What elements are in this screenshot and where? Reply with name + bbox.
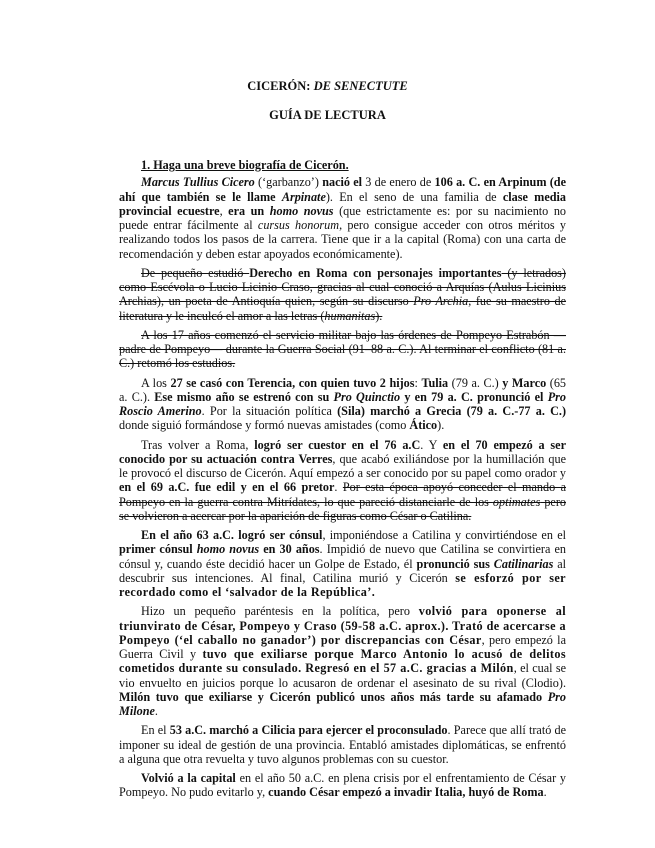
document-subtitle: GUÍA DE LECTURA [269, 108, 386, 122]
paragraph-cilicia: En el 53 a.C. marchó a Cilicia para ejercer el proconsulado. Parece que allí trató de imponer su ideal de gestión de una provincia. Entabló amistades diplomáticas, se enfrentó a alguna que otra revuelta y tuvo algunos problemas con su cuestor. [119, 723, 566, 766]
title-work: DE SENECTUTE [313, 79, 408, 93]
paragraph-return: Volvió a la capital en el año 50 a.C. en plena crisis por el enfrentamiento de César y Pompeyo. No pudo evitarlo y, cuando César empezó a invadir Italia, huyó de Roma. [119, 771, 566, 800]
section-1 [119, 158, 566, 805]
paragraph-military: A los 17 años comenzó el servicio militar bajo las órdenes de Pompeyo Estrabón —padre de Pompeyo— durante la Guerra Social (91–88 a. C.). Al terminar el conflicto (81 a. C.) retomó los estudios. [119, 327, 566, 371]
paragraph-quaestor: Tras volver a Roma, logró ser cuestor en el 76 a.C. Y en el 70 empezó a ser conocido por su actuación contra Verres, que acabó exiliándose por la humillación que le provocó el discurso de Cicerón. Aquí empezó a ser conocido por su papel como orador y en el 69 a.C. fue edil y en el 66 pretor. Por esta época apoyó conceder el mando a Pompeyo en la guerra contra Mitrídates, lo que pareció distanciarle de los optimates pero se volvieron a acercar por la aparición de figuras como César o Catilina. [119, 437, 566, 523]
paragraph-triumvirate: Hizo un pequeño paréntesis en la política, pero volvió para oponerse al triunvirato de César, Pompeyo y Craso (59-58 a.C. aprox.). Trató de acercarse a Pompeyo (‘el caballo no ganador’) por discrepancias con César, pero empezó la Guerra Civil y tuvo que exiliarse porque Marco Antonio lo acusó de delitos cometidos durante su consulado. Regresó en el 57 a.C. gracias a Milón, el cual se vio envuelto en juicios porque lo acusaron de ordenar el asesinato de su rival (Clodio). Milón tuvo que exiliarse y Cicerón publicó unos años más tarde su afamado Pro Milone. [119, 604, 567, 718]
paragraph-marriage: A los 27 se casó con Terencia, con quien tuvo 2 hijos: Tulia (79 a. C.) y Marco (65 a. C.). Ese mismo año se estrenó con su Pro Quinctio y en 79 a. C. pronunció el Pro Roscio Amerino. Por la situación política (Sila) marchó a Grecia (79 a. C.-77 a. C.) donde siguió formándose y formó nuevas amistades (como Ático). [119, 375, 567, 433]
document-title [0, 79, 655, 93]
title-main: CICERÓN: [247, 79, 314, 93]
paragraph-birth: Marcus Tullius Cicero (‘garbanzo’) nació el 3 de enero de 106 a. C. en Arpinum (de ahí que también se le llame Arpinate). En el seno de una familia de clase media provincial ecuestre, era un homo novus (que estrictamente es: por su nacimiento no puede entrar fácilmente al cursus honorum, pero consigue acceder con otros méritos y realizando todos los pasos de la carrera. Tiene que ir a la capital (Roma) con una carta de recomendación y deben estar apoyados económicamente). [119, 175, 567, 261]
paragraph-studies: De pequeño estudió Derecho en Roma con personajes importantes (y letrados) como Escévola o Lucio Licinio Craso, gracias al cual conoció a Arquías (Aulus Licinius Archias), un poeta de Antioquía quien, según su discurso Pro Archia, fue su maestro de literatura y le inculcó el amor a las letras (humanitas). [119, 265, 567, 323]
paragraph-consul: En el año 63 a.C. logró ser cónsul, imponiéndose a Catilina y convirtiéndose en el primer cónsul homo novus en 30 años. Impidió de nuevo que Catilina se convirtiera en cónsul y, cuando éste decidió hacer un Golpe de Estado, él pronunció sus Catilinarias al descubrir sus intenciones. Al final, Catilina murió y Cicerón se esforzó por ser recordado como el ‘salvador de la República’. [119, 528, 567, 599]
section-heading: 1. Haga una breve biografía de Cicerón. [141, 158, 349, 172]
